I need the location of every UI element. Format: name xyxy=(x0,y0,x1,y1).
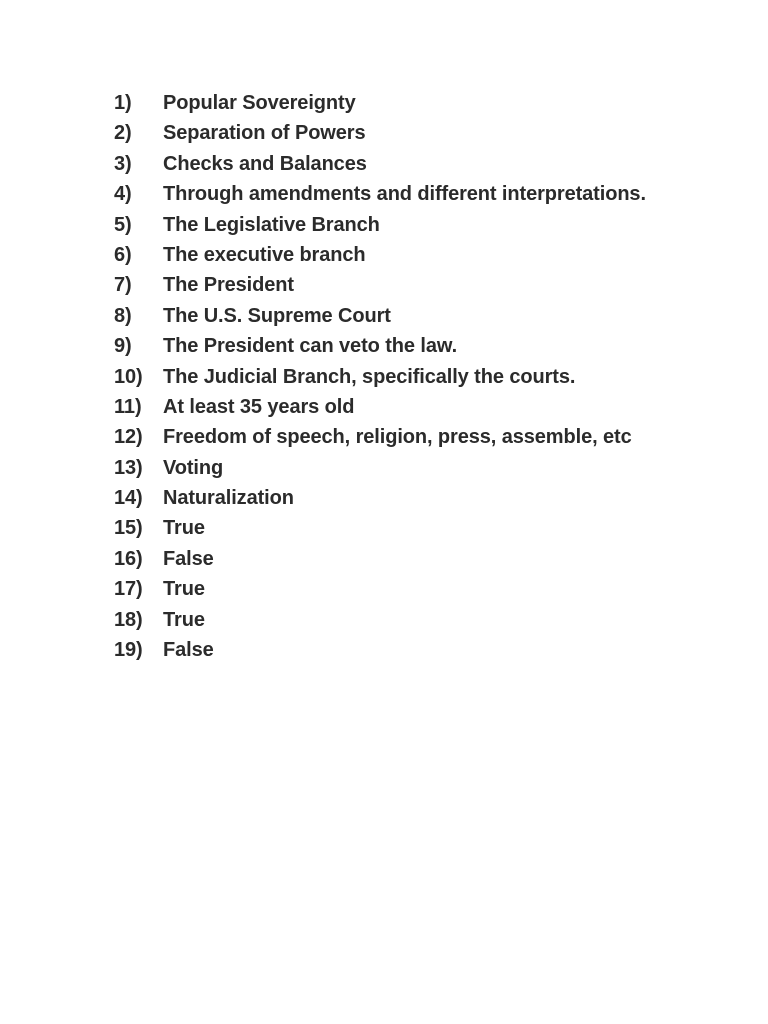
answer-item xyxy=(114,639,646,669)
answer-item xyxy=(114,487,646,517)
item-number: 14) xyxy=(114,487,143,510)
item-number: 9) xyxy=(114,335,132,358)
item-text: True xyxy=(163,608,205,631)
item-number: 16) xyxy=(114,547,143,570)
item-number: 8) xyxy=(114,304,132,327)
item-text: Checks and Balances xyxy=(163,152,367,175)
answer-item xyxy=(114,517,646,547)
item-text: The President can veto the law. xyxy=(163,335,458,358)
answer-item xyxy=(114,122,646,152)
item-number: 18) xyxy=(114,608,143,631)
item-number: 11) xyxy=(114,395,142,418)
item-number: 17) xyxy=(114,578,143,601)
item-text: The President xyxy=(163,274,294,297)
item-number: 15) xyxy=(114,517,143,540)
item-text: The U.S. Supreme Court xyxy=(163,304,391,327)
item-number: 12) xyxy=(114,426,143,449)
answer-item xyxy=(114,214,646,244)
item-number: 6) xyxy=(114,243,132,266)
answer-item xyxy=(114,274,646,304)
item-text: False xyxy=(163,547,214,570)
item-number: 13) xyxy=(114,456,143,479)
answer-item xyxy=(114,335,646,365)
answer-item xyxy=(114,92,646,122)
item-text: Popular Sovereignty xyxy=(163,92,356,114)
item-text: At least 35 years old xyxy=(163,395,355,418)
answer-item xyxy=(114,183,646,213)
answer-item xyxy=(114,153,646,183)
item-text: True xyxy=(163,517,205,540)
item-text: The executive branch xyxy=(163,243,366,266)
answer-item xyxy=(114,426,646,456)
item-number: 2) xyxy=(114,122,132,145)
answer-item xyxy=(114,578,646,608)
item-text: The Judicial Branch, specifically the courts. xyxy=(163,365,576,388)
item-number: 4) xyxy=(114,183,132,206)
item-number: 10) xyxy=(114,365,143,388)
answer-item xyxy=(114,457,646,487)
item-number: 3) xyxy=(114,152,132,175)
item-number: 19) xyxy=(114,639,143,662)
item-text: Separation of Powers xyxy=(163,122,366,145)
item-number: 5) xyxy=(114,213,132,236)
answer-item xyxy=(114,396,646,426)
item-number: 7) xyxy=(114,274,132,297)
answer-item xyxy=(114,609,646,639)
answer-list xyxy=(114,92,646,669)
item-text: True xyxy=(163,578,205,601)
answer-item xyxy=(114,366,646,396)
item-text: Voting xyxy=(163,456,224,479)
item-text: Naturalization xyxy=(163,487,294,510)
answer-item xyxy=(114,548,646,578)
answer-item xyxy=(114,244,646,274)
item-text: Through amendments and different interpretations. xyxy=(163,183,646,206)
item-text: Freedom of speech, religion, press, assemble, etc xyxy=(163,426,632,449)
item-text: False xyxy=(163,639,214,662)
answer-item xyxy=(114,305,646,335)
item-text: The Legislative Branch xyxy=(163,213,380,236)
item-number: 1) xyxy=(114,92,132,114)
